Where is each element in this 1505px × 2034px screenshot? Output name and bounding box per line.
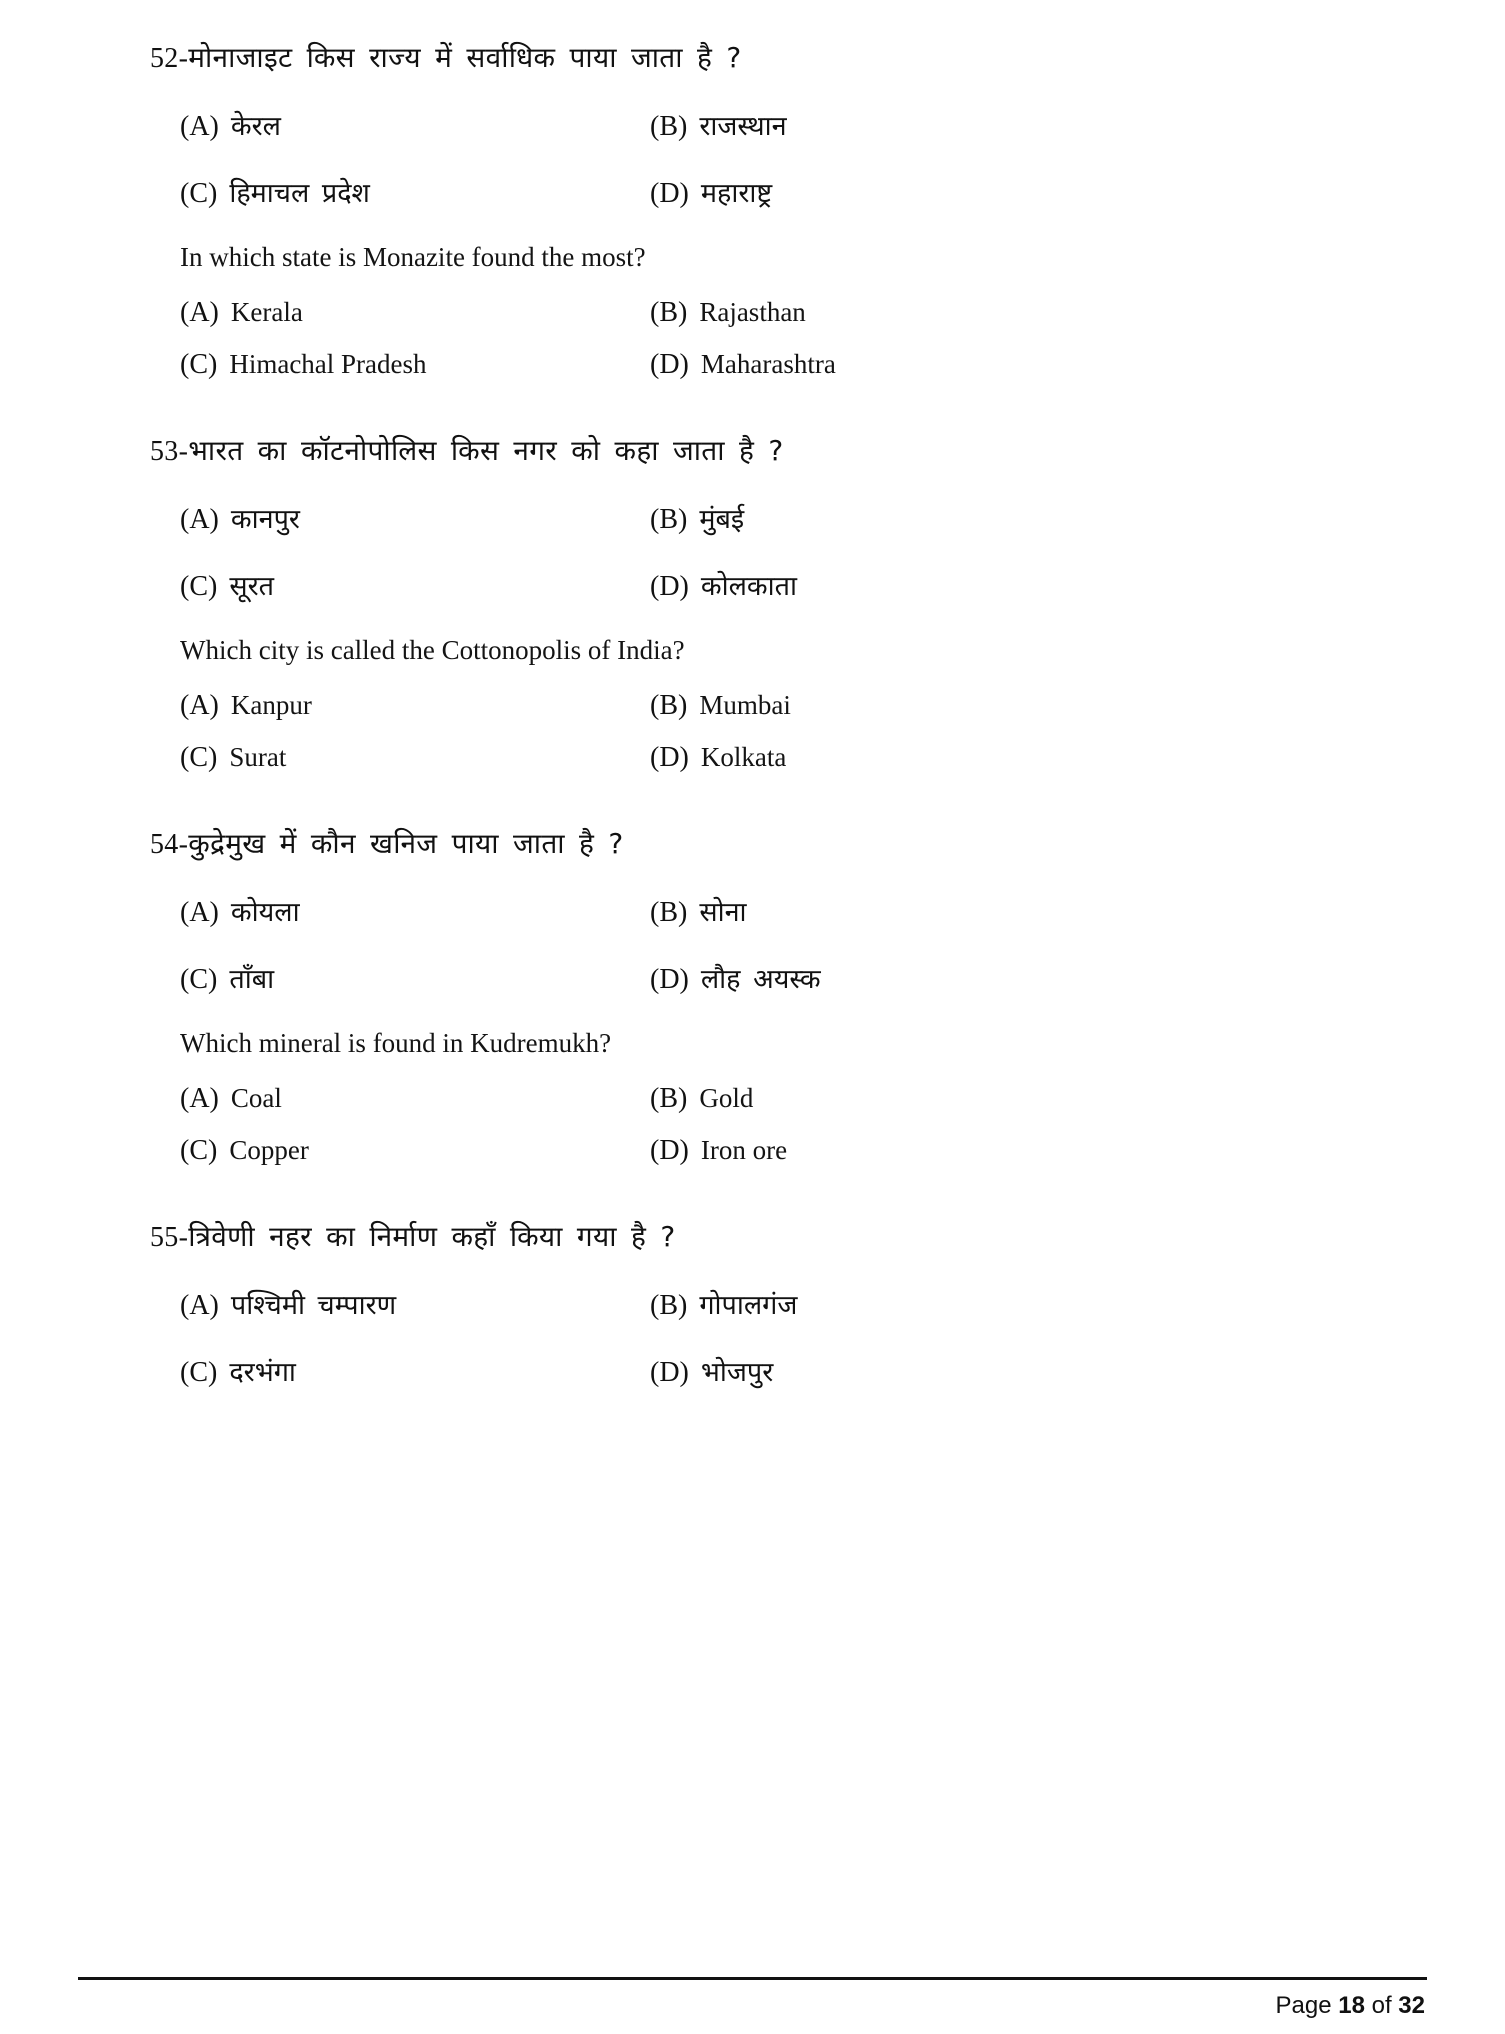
option-label: पश्चिमी चम्पारण: [230, 1290, 397, 1322]
question-text-hindi-55: त्रिवेणी नहर का निर्माण कहाँ किया गया है ?: [188, 1220, 676, 1254]
option-52-hi-c[interactable]: [180, 173, 650, 210]
option-row-hindi-52-ab: [180, 106, 1330, 143]
option-row-hindi-55-ab: [180, 1285, 1330, 1322]
option-tag: (D): [650, 571, 689, 603]
question-stem-english-52: In which state is Monazite found the most?: [180, 242, 646, 272]
option-tag: (B): [650, 297, 688, 329]
option-tag: (B): [650, 111, 688, 142]
option-tag: (D): [650, 964, 689, 996]
question-stem-english-53: Which city is called the Cottonopolis of India?: [180, 635, 685, 666]
option-row-hindi-55-cd: [180, 1352, 1330, 1389]
footer-current-page: 18: [1338, 1992, 1365, 2019]
option-55-hi-c[interactable]: [180, 1352, 650, 1389]
option-row-english-52-cd: [180, 349, 1330, 381]
option-53-hi-d[interactable]: [650, 566, 1120, 603]
question-stem-hindi-55: [150, 1219, 1330, 1255]
option-label: दरभंगा: [229, 1357, 296, 1389]
option-row-english-53-cd: [180, 742, 1330, 774]
option-tag: (D): [650, 178, 689, 209]
option-tag: (D): [650, 349, 689, 381]
option-row-hindi-52-cd: [180, 173, 1330, 210]
option-tag: (A): [180, 111, 219, 142]
question-block-55: [150, 1219, 1330, 1389]
option-52-en-a[interactable]: [180, 297, 650, 329]
option-tag: (C): [180, 571, 218, 603]
option-label: सोना: [699, 897, 747, 929]
option-54-hi-a[interactable]: [180, 892, 650, 929]
option-54-en-d[interactable]: [650, 1135, 1120, 1167]
option-label: Mumbai: [699, 690, 791, 721]
option-label: Himachal Pradesh: [229, 349, 427, 380]
question-block-53: [150, 433, 1330, 774]
option-tag: (B): [650, 690, 688, 722]
option-row-english-54-cd: [180, 1135, 1330, 1167]
question-block-54: [150, 826, 1330, 1167]
option-55-hi-b[interactable]: [650, 1285, 1120, 1322]
page-footer: [78, 1977, 1427, 2020]
option-label: कोलकाता: [700, 571, 798, 603]
option-54-hi-c[interactable]: [180, 959, 650, 996]
option-label: Kerala: [230, 297, 303, 328]
question-number-53: 53-: [150, 436, 189, 468]
option-53-hi-a[interactable]: [180, 499, 650, 536]
option-label: Surat: [229, 742, 287, 773]
option-54-hi-d[interactable]: [650, 959, 1120, 996]
question-list: [150, 40, 1330, 1441]
option-row-hindi-54-ab: [180, 892, 1330, 929]
option-label: केरल: [230, 111, 281, 142]
option-54-en-c[interactable]: [180, 1135, 650, 1167]
question-text-hindi-52: मोनाजाइट किस राज्य में सर्वाधिक पाया जाता है ?: [188, 41, 742, 74]
option-55-hi-a[interactable]: [180, 1285, 650, 1322]
option-label: Kanpur: [230, 690, 312, 721]
question-number-52: 52-: [150, 43, 189, 74]
option-53-en-b[interactable]: [650, 690, 1120, 722]
option-label: Rajasthan: [699, 297, 806, 328]
option-tag: (D): [650, 1357, 689, 1389]
option-label: Coal: [230, 1083, 282, 1114]
option-row-english-53-ab: [180, 690, 1330, 722]
option-tag: (A): [180, 297, 219, 329]
question-stem-hindi-52: [150, 40, 1330, 76]
option-54-en-b[interactable]: [650, 1083, 1120, 1115]
option-label: Maharashtra: [700, 349, 836, 380]
question-number-55: 55-: [150, 1222, 189, 1254]
option-label: Iron ore: [700, 1135, 788, 1166]
option-tag: (A): [180, 897, 219, 929]
option-tag: (D): [650, 1135, 689, 1167]
option-label: हिमाचल प्रदेश: [229, 178, 370, 209]
option-row-hindi-53-cd: [180, 566, 1330, 603]
option-54-hi-b[interactable]: [650, 892, 1120, 929]
option-tag: (A): [180, 504, 219, 536]
option-tag: (A): [180, 1083, 219, 1115]
option-row-english-52-ab: [180, 297, 1330, 329]
option-54-en-a[interactable]: [180, 1083, 650, 1115]
option-label: Copper: [229, 1135, 309, 1166]
option-tag: (C): [180, 1357, 218, 1389]
option-label: राजस्थान: [699, 111, 787, 142]
option-tag: (C): [180, 349, 218, 381]
option-row-english-54-ab: [180, 1083, 1330, 1115]
footer-total-pages: 32: [1398, 1992, 1425, 2019]
option-tag: (D): [650, 742, 689, 774]
option-label: सूरत: [229, 571, 275, 603]
option-row-hindi-54-cd: [180, 959, 1330, 996]
option-label: गोपालगंज: [699, 1290, 798, 1322]
option-label: कोयला: [230, 897, 300, 929]
option-53-en-a[interactable]: [180, 690, 650, 722]
question-text-hindi-54: कुद्रेमुख में कौन खनिज पाया जाता है ?: [188, 827, 624, 861]
option-label: Kolkata: [700, 742, 787, 773]
question-text-hindi-53: भारत का कॉटनोपोलिस किस नगर को कहा जाता है ?: [188, 434, 784, 468]
question-number-54: 54-: [150, 829, 189, 861]
option-label: महाराष्ट्र: [700, 178, 773, 209]
question-block-52: [150, 40, 1330, 381]
option-label: मुंबई: [699, 504, 745, 536]
option-tag: (A): [180, 690, 219, 722]
option-52-hi-b[interactable]: [650, 106, 1120, 143]
question-stem-english-54: Which mineral is found in Kudremukh?: [180, 1028, 612, 1059]
option-53-en-d[interactable]: [650, 742, 1120, 774]
option-tag: (A): [180, 1290, 219, 1322]
question-stem-hindi-53: [150, 433, 1330, 469]
option-tag: (B): [650, 897, 688, 929]
option-52-hi-d[interactable]: [650, 173, 1120, 210]
option-tag: (B): [650, 1290, 688, 1322]
option-53-en-c[interactable]: [180, 742, 650, 774]
option-tag: (B): [650, 504, 688, 536]
option-55-hi-d[interactable]: [650, 1352, 1120, 1389]
option-label: Gold: [699, 1083, 754, 1114]
footer-page-word: Page: [1275, 1992, 1332, 2019]
option-tag: (B): [650, 1083, 688, 1115]
option-label: भोजपुर: [700, 1357, 774, 1389]
question-stem-hindi-54: [150, 826, 1330, 862]
option-label: लौह अयस्क: [700, 964, 821, 996]
option-tag: (C): [180, 178, 218, 209]
footer-of-word: of: [1371, 1992, 1392, 2019]
option-52-en-b[interactable]: [650, 297, 1120, 329]
option-52-en-d[interactable]: [650, 349, 1120, 381]
option-tag: (C): [180, 964, 218, 996]
option-tag: (C): [180, 1135, 218, 1167]
option-52-hi-a[interactable]: [180, 106, 650, 143]
option-row-hindi-53-ab: [180, 499, 1330, 536]
option-tag: (C): [180, 742, 218, 774]
page-number-indicator: [78, 1980, 1427, 2020]
option-label: कानपुर: [230, 504, 300, 536]
option-53-hi-c[interactable]: [180, 566, 650, 603]
option-53-hi-b[interactable]: [650, 499, 1120, 536]
option-52-en-c[interactable]: [180, 349, 650, 381]
option-label: ताँबा: [229, 964, 275, 996]
